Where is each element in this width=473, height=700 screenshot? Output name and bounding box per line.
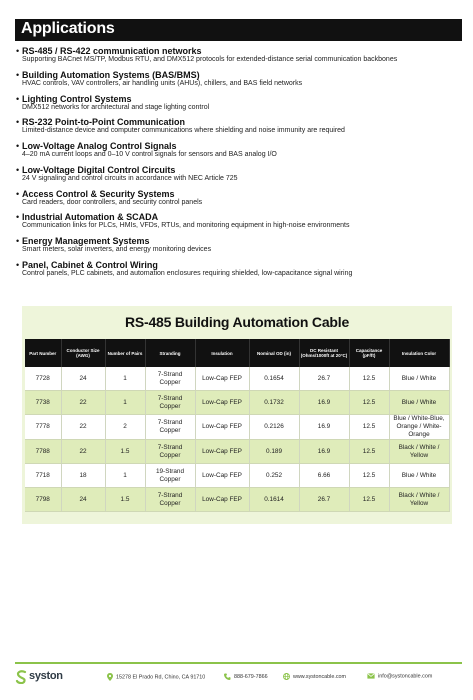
table-cell: 7-Strand Copper <box>145 488 195 512</box>
table-cell: 16.9 <box>299 391 349 415</box>
application-title: Lighting Control Systems <box>22 93 132 104</box>
cable-spec-table <box>25 339 450 512</box>
table-cell: 0.1654 <box>249 367 299 391</box>
table-cell: 16.9 <box>299 415 349 440</box>
list-item: • Industrial Automation & SCADA Communication links for PLCs, HMIs, VFDs, RTUs, and monitoring equipment in high-noise environments <box>22 212 462 231</box>
table-cell: Low-Cap FEP <box>195 464 249 488</box>
cable-spec-panel <box>22 306 452 524</box>
column-header: DC Resistant (Ohms/1000ft at 20°C) <box>299 339 349 367</box>
application-desc: Control panels, PLC cabinets, and automation enclosures requiring shielded, low-capacitance signal wiring <box>22 270 353 278</box>
table-header-row <box>25 339 449 367</box>
column-header: Stranding <box>145 339 195 367</box>
table-cell: 7-Strand Copper <box>145 391 195 415</box>
application-title: Building Automation Systems (BAS/BMS) <box>22 69 200 80</box>
application-desc: Communication links for PLCs, HMIs, VFDs, RTUs, and monitoring equipment in high-noise environments <box>22 222 350 230</box>
application-desc: Smart meters, solar inverters, and energy monitoring devices <box>22 246 212 254</box>
footer-divider <box>15 662 462 664</box>
application-title: RS-232 Point-to-Point Communication <box>22 117 185 128</box>
list-item: • Building Automation Systems (BAS/BMS) HVAC controls, VAV controllers, air handling units (AHUs), chillers, and BAS field networks <box>22 70 462 89</box>
application-desc: Card readers, door controllers, and security control panels <box>22 198 203 206</box>
table-cell: 1 <box>105 391 145 415</box>
application-desc: Limited-distance device and computer communications where shielding and noise immunity are required <box>22 127 345 135</box>
table-cell: 12.5 <box>349 415 389 440</box>
phone-icon <box>224 673 231 680</box>
table-cell: 19-Strand Copper <box>145 464 195 488</box>
table-cell: 7738 <box>25 391 61 415</box>
table-cell: 12.5 <box>349 391 389 415</box>
table-cell: 22 <box>61 415 105 440</box>
table-cell: 7-Strand Copper <box>145 415 195 440</box>
table-cell: Low-Cap FEP <box>195 367 249 391</box>
column-header: Number of Pairs <box>105 339 145 367</box>
table-cell: 22 <box>61 440 105 464</box>
section-header <box>15 19 462 41</box>
location-icon <box>107 673 113 681</box>
application-title: Low-Voltage Digital Control Circuits <box>22 164 176 175</box>
table-row <box>25 415 449 440</box>
table-cell: 0.1614 <box>249 488 299 512</box>
table-cell: 1 <box>105 367 145 391</box>
table-cell: 0.189 <box>249 440 299 464</box>
table-cell: 7728 <box>25 367 61 391</box>
table-cell: 18 <box>61 464 105 488</box>
list-item: • Panel, Cabinet & Control Wiring Control panels, PLC cabinets, and automation enclosures requiring shielded, low-capacitance signal wiring <box>22 260 462 279</box>
table-cell: 12.5 <box>349 464 389 488</box>
table-cell: Low-Cap FEP <box>195 391 249 415</box>
column-header: Insulation Color <box>389 339 449 367</box>
application-title: RS-485 / RS-422 communication networks <box>22 46 202 56</box>
application-title: Access Control & Security Systems <box>22 188 175 199</box>
table-cell: Blue / White <box>389 367 449 391</box>
table-cell: 7798 <box>25 488 61 512</box>
column-header: Part Number <box>25 339 61 367</box>
footer <box>15 668 462 688</box>
application-desc: Supporting BACnet MS/TP, Modbus RTU, and DMX512 protocols for extended-distance serial communication backbones <box>22 56 398 63</box>
website-item[interactable] <box>283 673 346 680</box>
table-cell: 24 <box>61 367 105 391</box>
table-cell: 7-Strand Copper <box>145 367 195 391</box>
table-row <box>25 391 449 415</box>
application-desc: 4–20 mA current loops and 0–10 V control signals for sensors and BAS analog I/O <box>22 151 277 159</box>
table-cell: 1 <box>105 464 145 488</box>
table-cell: Black / White / Yellow <box>389 440 449 464</box>
table-cell: 7718 <box>25 464 61 488</box>
application-title: Energy Management Systems <box>22 236 150 247</box>
column-header: Insulation <box>195 339 249 367</box>
email-link: info@systoncable.com <box>378 673 433 680</box>
list-item: • Lighting Control Systems DMX512 networks for architectural and stage lighting control <box>22 94 462 113</box>
table-row <box>25 488 449 512</box>
table-row <box>25 464 449 488</box>
table-cell: 1.5 <box>105 440 145 464</box>
phone-text: 888-679-7866 <box>234 673 268 680</box>
table-row <box>25 367 449 391</box>
table-cell: Blue / White <box>389 464 449 488</box>
section-title: Applications <box>21 20 115 37</box>
table-cell: 7788 <box>25 440 61 464</box>
table-title: RS-485 Building Automation Cable <box>124 314 350 330</box>
table-cell: Blue / White-Blue, Orange / White-Orange <box>389 415 449 440</box>
table-cell: 26.7 <box>299 488 349 512</box>
table-cell: 16.9 <box>299 440 349 464</box>
table-cell: 6.66 <box>299 464 349 488</box>
table-cell: Blue / White <box>389 391 449 415</box>
application-title: Panel, Cabinet & Control Wiring <box>22 260 158 271</box>
globe-icon <box>283 673 290 680</box>
email-icon <box>367 673 375 679</box>
column-header: Conductor Size (AWG) <box>61 339 105 367</box>
table-cell: 1.5 <box>105 488 145 512</box>
website-link: www.systoncable.com <box>293 673 347 680</box>
list-item: • Low-Voltage Digital Control Circuits 24 V signaling and control circuits in accordance with NEC Article 725 <box>22 165 462 184</box>
address-item <box>107 673 205 681</box>
table-cell: Low-Cap FEP <box>195 440 249 464</box>
table-cell: 0.2126 <box>249 415 299 440</box>
table-cell: 12.5 <box>349 488 389 512</box>
table-cell: 12.5 <box>349 440 389 464</box>
list-item: • Energy Management Systems Smart meters, solar inverters, and energy monitoring devices <box>22 236 462 255</box>
applications-list <box>16 46 462 284</box>
list-item: • RS-485 / RS-422 communication networks Supporting BACnet MS/TP, Modbus RTU, and DMX512 protocols for extended-distance serial communication backbones <box>22 46 462 65</box>
application-desc: DMX512 networks for architectural and stage lighting control <box>22 103 210 111</box>
list-item: • Access Control & Security Systems Card readers, door controllers, and security control panels <box>22 189 462 208</box>
address-text: 15278 El Prado Rd, Chino, CA 91710 <box>116 674 206 681</box>
table-cell: 7778 <box>25 415 61 440</box>
table-cell: 26.7 <box>299 367 349 391</box>
column-header: Nominal OD (in) <box>249 339 299 367</box>
phone-item[interactable] <box>224 673 268 680</box>
table-cell: Low-Cap FEP <box>195 415 249 440</box>
table-cell: Black / White / Yellow <box>389 488 449 512</box>
application-title: Industrial Automation & SCADA <box>22 212 159 223</box>
table-cell: 12.5 <box>349 367 389 391</box>
table-cell: 22 <box>61 391 105 415</box>
table-cell: 0.1732 <box>249 391 299 415</box>
application-desc: 24 V signaling and control circuits in accordance with NEC Article 725 <box>22 174 238 182</box>
brand-name: syston <box>29 670 63 682</box>
list-item: • Low-Voltage Analog Control Signals 4–20 mA current loops and 0–10 V control signals for sensors and BAS analog I/O <box>22 141 462 160</box>
table-cell: 0.252 <box>249 464 299 488</box>
table-cell: Low-Cap FEP <box>195 488 249 512</box>
application-title: Low-Voltage Analog Control Signals <box>22 141 177 152</box>
email-item[interactable] <box>367 673 432 679</box>
application-desc: HVAC controls, VAV controllers, air handling units (AHUs), chillers, and BAS field networks <box>22 79 303 87</box>
syston-logo-icon <box>15 670 28 684</box>
table-cell: 7-Strand Copper <box>145 440 195 464</box>
table-cell: 2 <box>105 415 145 440</box>
column-header: Capacitance (pF/ft) <box>349 339 389 367</box>
table-row <box>25 440 449 464</box>
table-cell: 24 <box>61 488 105 512</box>
list-item: • RS-232 Point-to-Point Communication Limited-distance device and computer communications where shielding and noise immunity are required <box>22 117 462 136</box>
